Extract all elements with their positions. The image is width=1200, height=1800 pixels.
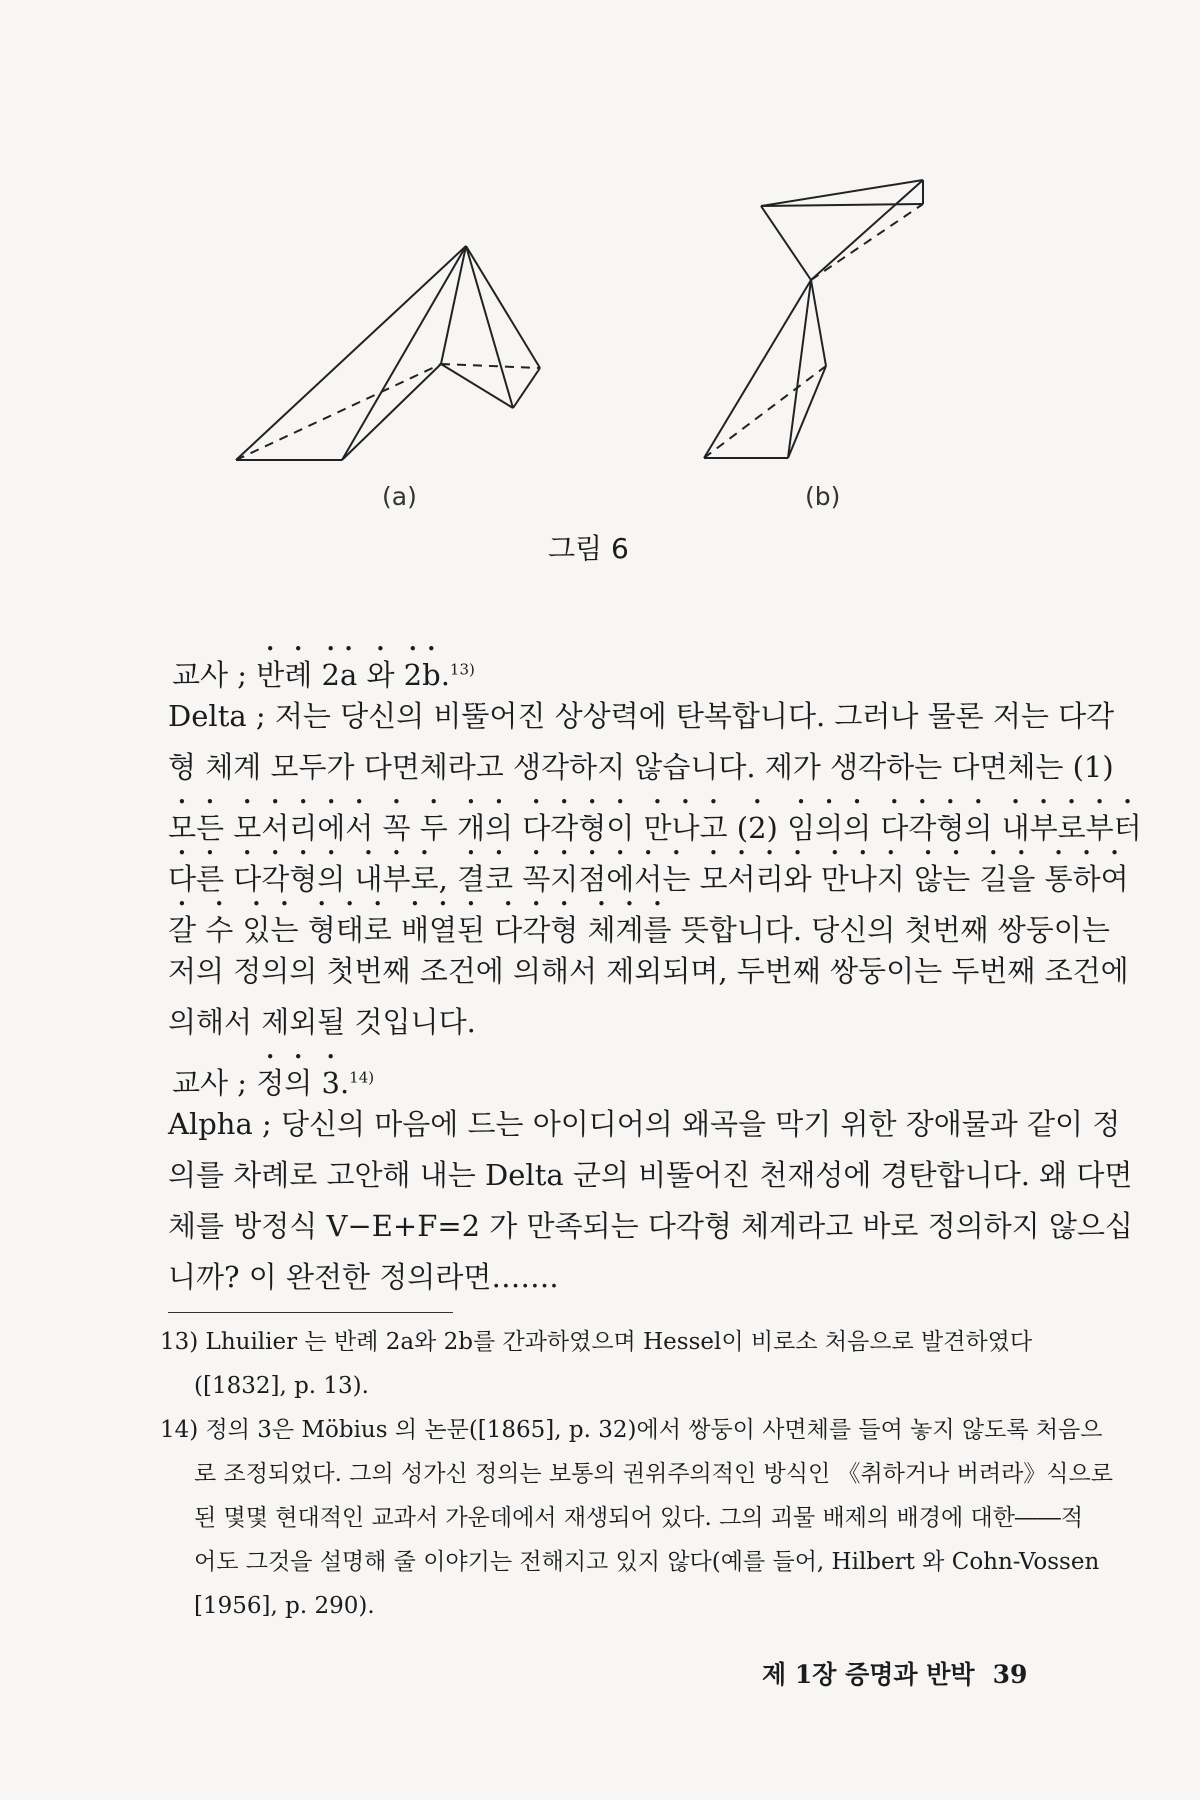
speaker-teacher: 교사 ; [172, 658, 257, 692]
footnote-14-line-4: 어도 그것을 설명해 줄 이야기는 전해지고 있지 않다(예를 들어, Hilbert 와 Cohn-Vossen [194, 1549, 1100, 1575]
delta-line-7: 의해서 제외될 것입니다. [168, 1005, 476, 1039]
speaker-teacher-2: 교사 ; [172, 1066, 257, 1100]
figure-b-polyhedra [704, 180, 923, 458]
delta-line-5-dotted: 갈 수 있는 형태로 배열된 다각형 체계를 [168, 913, 672, 947]
footnote-divider [168, 1312, 453, 1313]
footnote-13-line-1: 13) Lhuilier 는 반례 2a와 2b를 간과하였으며 Hessel이 비로소 처음으로 발견하였다 [160, 1329, 1033, 1355]
footnote-ref-14: 14) [349, 1068, 375, 1087]
delta-line-2: 형 체계 모두가 다면체라고 생각하지 않습니다. 제가 생각하는 다면체는 (1) [168, 750, 1114, 784]
alpha-line-2: 의를 차례로 고안해 내는 Delta 군의 비뚤어진 천재성에 경탄합니다. 왜 다면 [168, 1158, 1133, 1192]
footnote-14-line-2: 로 조정되었다. 그의 성가신 정의는 보통의 권위주의적인 방식인 《취하거나 버려라》식으로 [194, 1461, 1113, 1487]
alpha-line-1: Alpha ; 당신의 마음에 드는 아이디어의 왜곡을 막기 위한 장애물과 같이 정 [168, 1107, 1121, 1141]
footnote-14-line-3: 된 몇몇 현대적인 교과서 가운데에서 재생되어 있다. 그의 괴물 배제의 배경에 대한――적 [194, 1505, 1084, 1531]
running-footer [762, 1655, 1027, 1691]
figure-a-label: (a) [382, 482, 417, 511]
body-text [168, 640, 1142, 1303]
footnotes [160, 1320, 1113, 1628]
delta-line-6: 저의 정의의 첫번째 조건에 의해서 제외되며, 두번째 쌍둥이는 두번째 조건에 [168, 954, 1129, 988]
counterexample-phrase: 반례 2a 와 2b. [256, 658, 450, 692]
delta-line-4: 다른 다각형의 내부로, 결코 꼭지점에서는 모서리와 만나지 않는 길을 통하여 [168, 862, 1129, 896]
footnote-13-line-2: ([1832], p. 13). [194, 1373, 369, 1399]
alpha-line-4: 니까? 이 완전한 정의라면……. [168, 1260, 559, 1294]
chapter-title: 제 1장 증명과 반박 [762, 1660, 975, 1689]
delta-line-5-rest: 뜻합니다. 당신의 첫번째 쌍둥이는 [671, 913, 1110, 947]
teacher-line-2 [168, 1048, 1043, 1099]
footnote-ref-13: 13) [449, 660, 475, 679]
figure-6-drawings [200, 170, 1060, 530]
delta-line-1: Delta ; 저는 당신의 비뚤어진 상상력에 탄복합니다. 그러나 물론 저는 다각 [168, 699, 1115, 733]
figure-caption: 그림 6 [548, 532, 629, 565]
figure-b-label: (b) [805, 482, 841, 511]
footnote-14-line-5: [1956], p. 290). [194, 1593, 375, 1619]
alpha-line-3: 체를 방정식 V−E+F=2 가 만족되는 다각형 체계라고 바로 정의하지 않으십 [168, 1209, 1133, 1243]
figure-a-polyhedra [236, 246, 540, 460]
delta-line-5 [168, 895, 1110, 947]
delta-line-3: 모든 모서리에서 꼭 두 개의 다각형이 만나고 (2) 임의의 다각형의 내부로부터 [168, 811, 1142, 845]
definition-3-phrase: 정의 3. [256, 1066, 350, 1100]
page-number: 39 [992, 1660, 1028, 1689]
footnote-14-line-1: 14) 정의 3은 Möbius 의 논문([1865], p. 32)에서 쌍둥이 사면체를 들여 놓지 않도록 처음으 [160, 1417, 1103, 1443]
teacher-line-1 [168, 640, 1043, 691]
